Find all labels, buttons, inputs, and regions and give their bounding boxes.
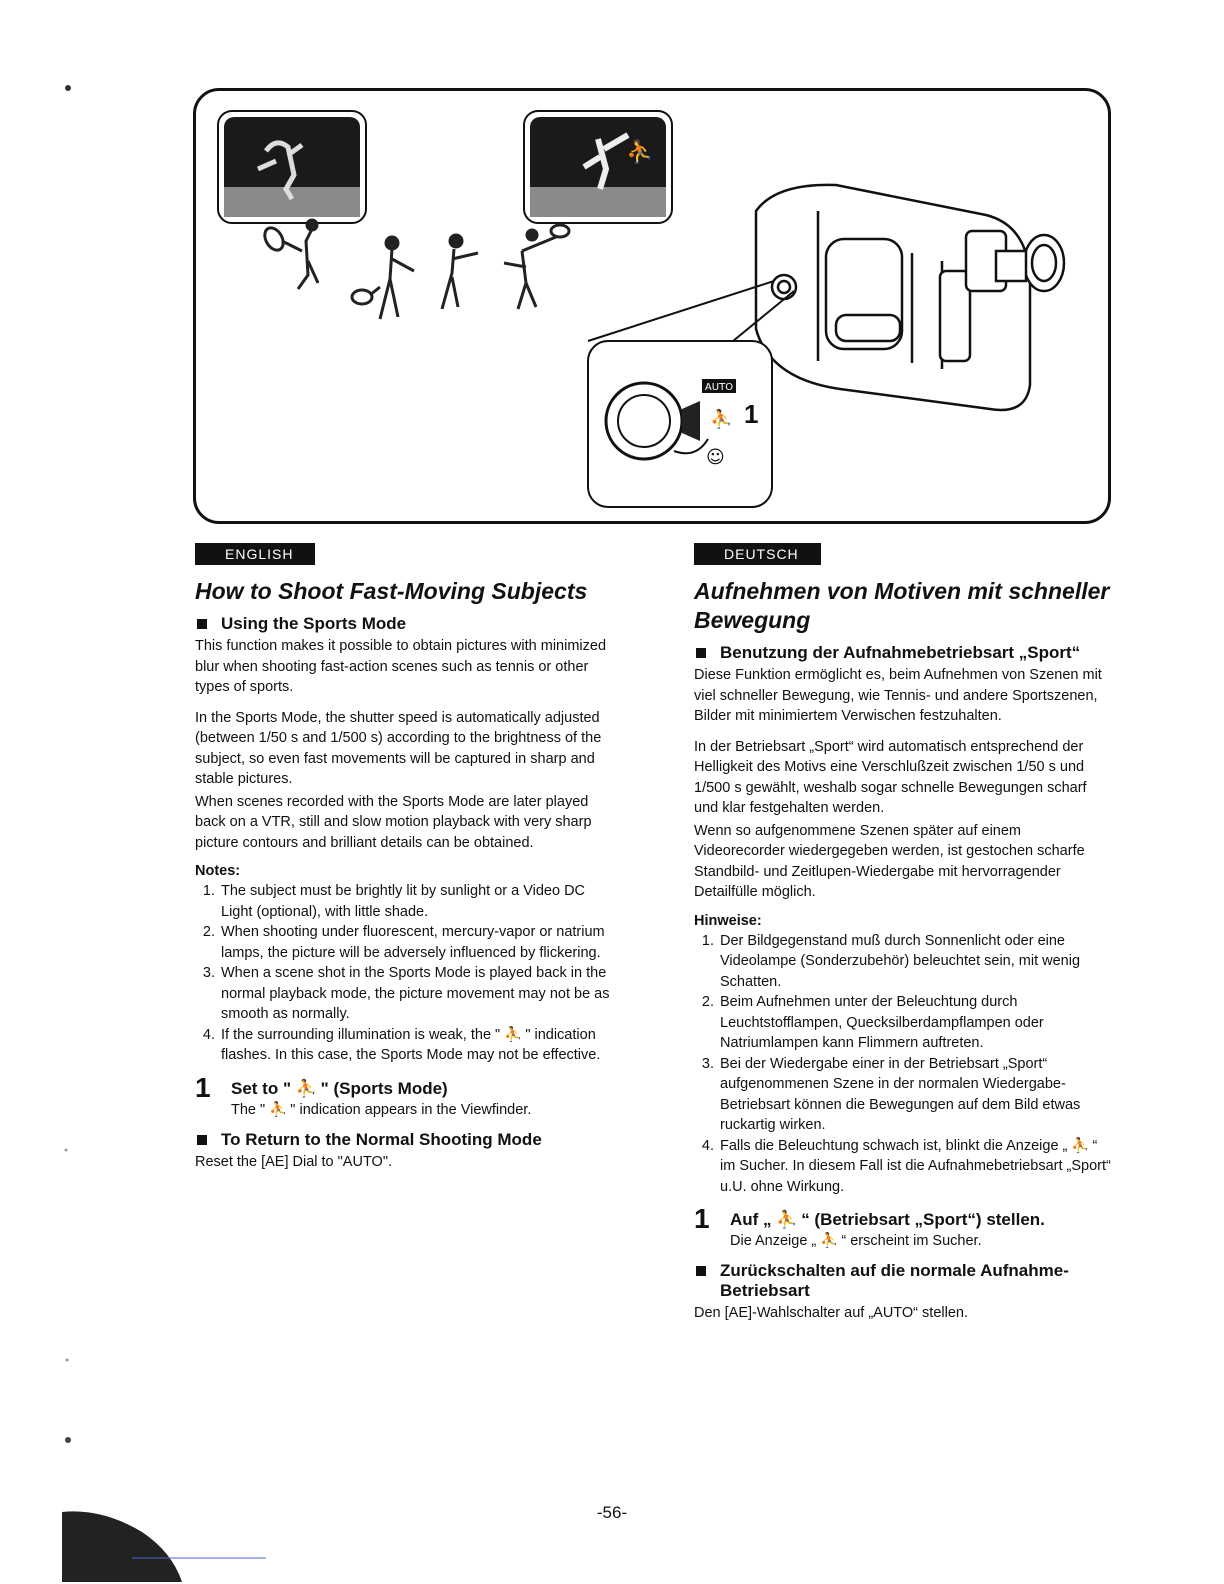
language-tag-english: ENGLISH xyxy=(195,543,315,565)
step-number: 1 xyxy=(195,1071,211,1103)
note-item: 3. When a scene shot in the Sports Mode is played back in the normal playback mode, the picture movement may not be as smooth as normally. xyxy=(219,963,615,1025)
sports-mode-icon: ⛹ xyxy=(295,1078,316,1098)
tennis-player-sequence xyxy=(261,220,569,319)
bullet-square-icon xyxy=(696,1266,706,1276)
dial-step-callout: 1 xyxy=(744,399,759,429)
german-column xyxy=(694,543,1114,1334)
dial-auto-label: AUTO xyxy=(704,382,734,393)
note-item: 1. The subject must be brightly lit by sunlight or a Video DC Light (optional), with little shade. xyxy=(219,881,615,922)
camcorder-drawing xyxy=(756,185,1064,410)
viewfinder-screen-sports xyxy=(524,111,672,223)
german-notes-title: Hinweise: xyxy=(694,912,762,929)
step-number: 1 xyxy=(694,1203,710,1234)
english-return-text: Reset the [AE] Dial to "AUTO". xyxy=(195,1153,392,1170)
sports-mode-icon: ⛹ xyxy=(504,1026,522,1043)
scan-margin-marks xyxy=(62,60,82,1510)
english-return-heading: To Return to the Normal Shooting Mode xyxy=(195,1130,615,1150)
sports-mode-icon: ⛹ xyxy=(710,409,733,430)
english-step-1 xyxy=(195,1071,615,1120)
bullet-square-icon xyxy=(197,1135,207,1145)
german-title: Aufnehmen von Motiven mit schneller Bewegung xyxy=(694,578,1110,633)
german-paragraph-3: Wenn so aufgenommene Szenen später auf einem Videorecorder wiedergegeben werden, ist gestochen scharfe Standbild- und Zeitlupen-Wiedergabe mit hervorragender Detailfülle möglich. xyxy=(694,822,1085,900)
note-item: 2. Beim Aufnehmen unter der Beleuchtung durch Leuchtstofflampen, Quecksilberdampflampen oder Natriumlampen kann Flimmern auftreten. xyxy=(718,992,1114,1054)
english-subheading: Using the Sports Mode xyxy=(195,614,615,634)
bullet-square-icon xyxy=(696,648,706,658)
svg-text:⛹: ⛹ xyxy=(626,140,654,165)
sports-mode-icon: ⛹ xyxy=(820,1233,838,1249)
language-tag-german: DEUTSCH xyxy=(694,543,821,565)
english-title: How to Shoot Fast-Moving Subjects xyxy=(195,578,588,604)
english-notes-list xyxy=(195,881,615,1066)
sports-mode-icon: ⛹ xyxy=(269,1101,287,1118)
note-item: 2. When shooting under fluorescent, mercury-vapor or natrium lamps, the picture will be adversely influenced by flickering. xyxy=(219,922,615,963)
step-description: Die Anzeige „ ⛹ “ erscheint im Sucher. xyxy=(730,1233,982,1249)
page-number: -56- xyxy=(596,1503,628,1522)
english-notes-title: Notes: xyxy=(195,863,241,879)
german-paragraph-2: In der Betriebsart „Sport“ wird automatisch entsprechend der Helligkeit des Motivs eine Verschlußzeit zwischen 1/50 s und 1/500 s gewählt, weshalb sogar schnelle Bewegungen scharf und klar festgehalten werden. xyxy=(694,738,1087,816)
bullet-square-icon xyxy=(197,619,207,629)
german-return-text: Den [AE]-Wahlschalter auf „AUTO“ stellen. xyxy=(694,1305,968,1321)
note-item: 4. If the surrounding illumination is weak, the " ⛹ " indication flashes. In this case, the Sports Mode may not be effective. xyxy=(219,1025,615,1066)
note-item: 4. Falls die Beleuchtung schwach ist, blinkt die Anzeige „ ⛹ “ im Sucher. In diesem Fall ist die Aufnahmebetriebsart „Sport“ u.U. ohne Wirkung. xyxy=(718,1136,1114,1198)
scan-corner-smudge xyxy=(62,1508,272,1584)
german-notes-list xyxy=(694,931,1114,1198)
viewfinder-screen-normal xyxy=(218,111,366,223)
sports-mode-icon: ⛹ xyxy=(1071,1137,1089,1154)
note-item: 3. Bei der Wiedergabe einer in der Betriebsart „Sport“ aufgenommenen Szene in der normalen Wiedergabe-Betriebsart können die Bewegungen auf dem Bild etwas ruckartig wirken. xyxy=(718,1054,1114,1136)
german-step-1 xyxy=(694,1205,1114,1251)
german-subheading: Benutzung der Aufnahmebetriebsart „Sport“ xyxy=(694,643,1114,663)
illustration-frame xyxy=(193,88,1111,524)
german-return-heading: Zurückschalten auf die normale Aufnahme-Betriebsart xyxy=(694,1261,1114,1301)
note-item: 1. Der Bildgegenstand muß durch Sonnenlicht oder eine Videolampe (Sonderzubehör) beleuchtet sein, mit wenig Schatten. xyxy=(718,931,1114,993)
step-title: Set to " ⛹ " (Sports Mode) xyxy=(231,1078,448,1098)
english-column xyxy=(195,543,615,1182)
english-paragraph-3: When scenes recorded with the Sports Mode are later played back on a VTR, still and slow motion playback with very sharp picture contours and brilliant details can be obtained. xyxy=(195,793,592,851)
illustration xyxy=(196,91,1114,527)
step-title: Auf „ ⛹ “ (Betriebsart „Sport“) stellen. xyxy=(730,1210,1045,1229)
english-paragraph-1: This function makes it possible to obtain pictures with minimized blur when shooting fast-action scenes such as tennis or other types of sports. xyxy=(195,638,607,695)
english-paragraph-2: In the Sports Mode, the shutter speed is automatically adjusted (between 1/50 s and 1/500 s) according to the brightness of the subject, so even fast movements will be captured in sharp and stable pictures. xyxy=(195,709,602,787)
sports-mode-icon: ⛹ xyxy=(776,1210,797,1229)
portrait-mode-icon: ☺ xyxy=(706,447,725,468)
step-description: The " ⛹ " indication appears in the Viewfinder. xyxy=(231,1101,532,1118)
german-paragraph-1: Diese Funktion ermöglicht es, beim Aufnehmen von Szenen mit viel schneller Bewegung, wie Tennis- und andere Sportszenen, Bilder mit minimiertem Verwischen festzuhalten. xyxy=(694,667,1102,724)
